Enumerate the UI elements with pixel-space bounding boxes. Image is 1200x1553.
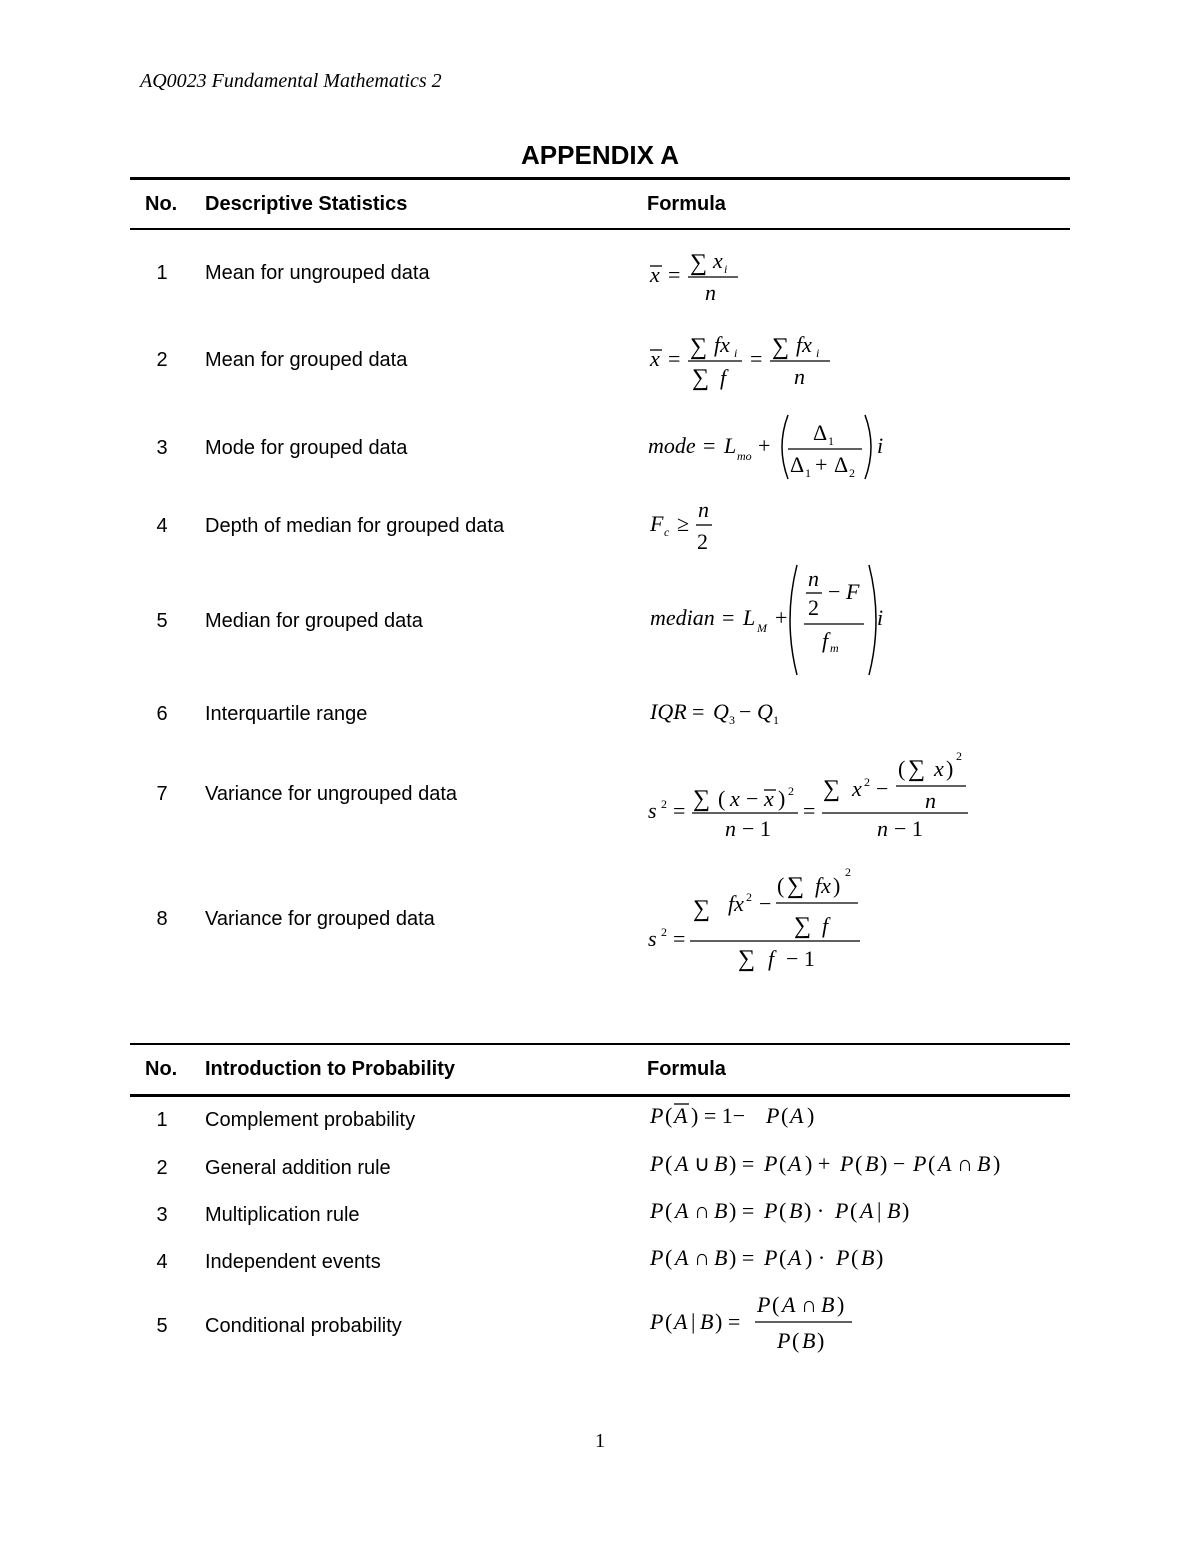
svg-text:(: ( [665,1151,673,1176]
formula-mean-ungrouped [649,248,738,305]
svg-text:=: = [703,433,716,458]
svg-text:|: | [691,1309,696,1334]
svg-text:mode: mode [648,433,696,458]
svg-text:=: = [722,605,735,630]
svg-text:): ) [807,1103,815,1128]
svg-text:∩: ∩ [694,1245,710,1270]
svg-text:=: = [803,798,816,823]
svg-text:fx: fx [728,891,744,916]
svg-text:=: = [673,926,686,951]
svg-text:fx: fx [714,332,730,357]
svg-text:∪: ∪ [694,1151,711,1176]
svg-text:∩: ∩ [957,1151,973,1176]
svg-text:A: A [860,1198,874,1223]
svg-text:x: x [934,756,944,781]
svg-text:(: ( [665,1309,673,1334]
row-label: Mode for grouped data [205,437,408,459]
svg-text:∑: ∑ [738,946,756,972]
svg-text:B: B [714,1151,728,1176]
formula-mean-grouped [649,332,830,391]
svg-text:IQR: IQR [650,699,687,724]
col-header-formula: Formula [647,1058,726,1080]
svg-text:): ) [993,1151,1001,1176]
svg-text:(: ( [718,786,726,811]
svg-text:) =: ) = [729,1245,755,1270]
svg-text:2: 2 [845,865,851,879]
svg-text:Δ: Δ [790,452,805,477]
svg-text:(: ( [665,1103,673,1128]
svg-text:F: F [650,511,664,536]
svg-text:− 1: − 1 [786,946,815,971]
svg-text:i: i [877,605,884,630]
svg-text:x: x [650,346,660,371]
svg-text:P: P [650,1198,664,1223]
row-label: Variance for grouped data [205,908,435,930]
svg-text:F: F [846,579,860,604]
svg-text:f: f [822,628,829,653]
svg-text:+: + [815,452,828,477]
formula-iqr [649,699,779,727]
svg-text:−: − [739,699,752,724]
svg-text:A: A [675,1245,689,1270]
svg-text:(: ( [792,1328,800,1353]
svg-text:n: n [794,364,805,389]
row-label: Mean for grouped data [205,349,408,371]
svg-text:A: A [674,1103,688,1128]
svg-text:P: P [650,1245,664,1270]
row-label: Depth of median for grouped data [205,515,505,537]
svg-text:(: ( [928,1151,936,1176]
svg-text:− 1: − 1 [894,816,923,841]
row-number: 3 [156,437,168,459]
svg-text:i: i [724,262,728,276]
svg-text:): ) [876,1245,884,1270]
svg-text:) ·: ) · [805,1245,826,1270]
row-label: Complement probability [205,1109,416,1131]
svg-text:=: = [750,346,763,371]
svg-text:B: B [821,1292,835,1317]
formula-median-grouped [650,565,883,675]
svg-text:x: x [852,776,862,801]
row-label: Variance for ungrouped data [205,783,458,805]
row-number: 7 [156,783,168,805]
svg-text:2: 2 [661,925,667,939]
svg-text:Δ: Δ [834,452,849,477]
svg-text:) =: ) = [715,1309,741,1334]
svg-text:P: P [766,1103,780,1128]
svg-text:B: B [714,1198,728,1223]
svg-text:) ·: ) · [804,1198,825,1223]
svg-text:∑: ∑ [693,786,711,812]
svg-text:L: L [724,433,737,458]
svg-text:A: A [790,1103,804,1128]
formula-multiplication-rule [649,1198,909,1223]
svg-text:): ) [946,756,954,781]
row-label: Interquartile range [205,703,368,725]
svg-text:Q: Q [713,699,729,724]
svg-text:(: ( [777,873,785,898]
svg-text:−: − [828,579,841,604]
svg-text:3: 3 [729,713,735,727]
col-header-topic: Introduction to Probability [205,1058,455,1080]
svg-text:): ) [837,1292,845,1317]
col-header-topic: Descriptive Statistics [205,193,408,215]
svg-text:∑: ∑ [772,334,790,360]
row-number: 1 [156,1109,168,1131]
svg-text:): ) [817,1328,825,1353]
svg-text:Δ: Δ [813,420,828,445]
svg-text:(: ( [772,1292,780,1317]
svg-text:fx: fx [796,332,812,357]
svg-text:P: P [650,1309,664,1334]
row-number: 4 [156,1251,168,1273]
row-number: 5 [156,1315,168,1337]
svg-text:∑: ∑ [787,873,805,899]
svg-text:(: ( [851,1245,859,1270]
svg-text:+: + [775,605,788,630]
svg-text:B: B [789,1198,803,1223]
row-number: 8 [156,908,168,930]
svg-text:n: n [877,816,888,841]
svg-text:n: n [698,497,709,522]
page-title: APPENDIX A [521,140,679,170]
row-label: Median for grouped data [205,610,423,632]
svg-text:x: x [730,786,740,811]
svg-text:∩: ∩ [694,1198,710,1223]
svg-text:P: P [650,1151,664,1176]
svg-text:n: n [925,788,936,813]
svg-text:f: f [720,365,727,390]
svg-text:∑: ∑ [690,250,708,276]
svg-text:=: = [668,346,681,371]
svg-text:B: B [865,1151,879,1176]
svg-text:) = 1−: ) = 1− [691,1103,746,1128]
row-number: 2 [156,349,168,371]
svg-text:P: P [835,1198,849,1223]
svg-text:−: − [759,891,772,916]
col-header-formula: Formula [647,193,726,215]
page-number: 1 [595,1430,605,1452]
formula-independent-events [649,1245,883,1270]
svg-text:i: i [816,346,820,360]
col-header-no: No. [145,193,178,215]
svg-text:2: 2 [746,890,752,904]
svg-text:) =: ) = [729,1151,755,1176]
svg-text:∑: ∑ [690,334,708,360]
svg-text:P: P [757,1292,771,1317]
course-header: AQ0023 Fundamental Mathematics 2 [140,70,442,92]
svg-text:(: ( [779,1151,787,1176]
svg-text:P: P [764,1198,778,1223]
svg-text:A: A [788,1151,802,1176]
svg-text:f: f [822,913,829,938]
formula-mode-grouped [648,415,883,480]
svg-text:=: = [668,262,681,287]
svg-text:) −: ) − [880,1151,906,1176]
formula-variance-grouped [648,865,860,972]
formula-addition-rule [649,1151,1000,1176]
svg-text:B: B [714,1245,728,1270]
svg-text:1: 1 [805,466,811,480]
svg-text:∑: ∑ [794,913,812,939]
formula-variance-ungrouped [648,749,968,841]
svg-text:) =: ) = [729,1198,755,1223]
svg-text:c: c [664,525,670,539]
row-number: 1 [156,262,168,284]
svg-text:M: M [757,621,767,635]
svg-text:): ) [833,873,841,898]
col-header-no: No. [145,1058,178,1080]
row-label: Conditional probability [205,1315,402,1337]
svg-text:2: 2 [956,749,962,763]
svg-text:A: A [675,1198,689,1223]
svg-text:2: 2 [849,466,855,480]
svg-text:A: A [675,1151,689,1176]
svg-text:L: L [743,605,756,630]
svg-text:B: B [861,1245,875,1270]
svg-text:(: ( [779,1245,787,1270]
svg-text:(: ( [665,1245,673,1270]
svg-text:): ) [902,1198,910,1223]
svg-text:=: = [692,699,705,724]
svg-text:2: 2 [788,784,794,798]
svg-text:1: 1 [773,713,779,727]
svg-text:(: ( [850,1198,858,1223]
svg-text:P: P [764,1151,778,1176]
svg-text:−: − [876,776,889,801]
svg-text:A: A [938,1151,952,1176]
svg-text:≥: ≥ [677,511,690,536]
svg-text:1: 1 [828,434,834,448]
formula-complement [649,1103,814,1128]
svg-text:2: 2 [697,529,708,554]
svg-text:|: | [877,1198,882,1223]
svg-text:B: B [887,1198,901,1223]
svg-text:s: s [648,926,657,951]
svg-text:(: ( [898,756,906,781]
svg-text:∑: ∑ [908,756,926,782]
svg-text:P: P [777,1328,791,1353]
svg-text:A: A [782,1292,796,1317]
svg-text:f: f [768,946,775,971]
svg-text:x: x [650,262,660,287]
row-label: Independent events [205,1251,381,1273]
svg-text:P: P [650,1103,664,1128]
svg-text:m: m [830,641,839,655]
svg-text:∑: ∑ [693,896,711,922]
svg-text:): ) [778,786,786,811]
svg-text:s: s [648,798,657,823]
svg-text:x: x [764,786,774,811]
svg-text:n: n [808,566,819,591]
svg-text:−: − [746,786,759,811]
svg-text:B: B [700,1309,714,1334]
row-number: 5 [156,610,168,632]
row-number: 2 [156,1157,168,1179]
svg-text:∩: ∩ [801,1292,817,1317]
svg-text:2: 2 [808,595,819,620]
svg-text:Q: Q [757,699,773,724]
svg-text:2: 2 [864,775,870,789]
svg-text:∑: ∑ [692,365,710,391]
row-number: 6 [156,703,168,725]
row-label: Mean for ungrouped data [205,262,430,284]
svg-text:fx: fx [815,873,831,898]
svg-text:− 1: − 1 [742,816,771,841]
svg-text:∑: ∑ [823,776,841,802]
svg-text:x: x [713,248,723,273]
svg-text:B: B [802,1328,816,1353]
svg-text:=: = [673,798,686,823]
svg-text:P: P [764,1245,778,1270]
svg-text:2: 2 [661,797,667,811]
svg-text:(: ( [665,1198,673,1223]
svg-text:P: P [840,1151,854,1176]
svg-text:(: ( [779,1198,787,1223]
row-label: Multiplication rule [205,1204,360,1226]
row-number: 4 [156,515,168,537]
svg-text:n: n [725,816,736,841]
svg-text:) +: ) + [805,1151,831,1176]
formula-depth-median [649,497,712,554]
svg-text:median: median [650,605,715,630]
svg-text:P: P [836,1245,850,1270]
row-label: General addition rule [205,1157,391,1179]
svg-text:mo: mo [737,449,752,463]
formula-conditional-probability [649,1292,852,1353]
svg-text:B: B [977,1151,991,1176]
svg-text:P: P [913,1151,927,1176]
svg-text:(: ( [855,1151,863,1176]
svg-text:+: + [758,433,771,458]
svg-text:i: i [877,433,884,458]
row-number: 3 [156,1204,168,1226]
svg-text:A: A [674,1309,688,1334]
svg-text:A: A [788,1245,802,1270]
svg-text:i: i [734,346,738,360]
svg-text:n: n [705,280,716,305]
svg-text:(: ( [781,1103,789,1128]
